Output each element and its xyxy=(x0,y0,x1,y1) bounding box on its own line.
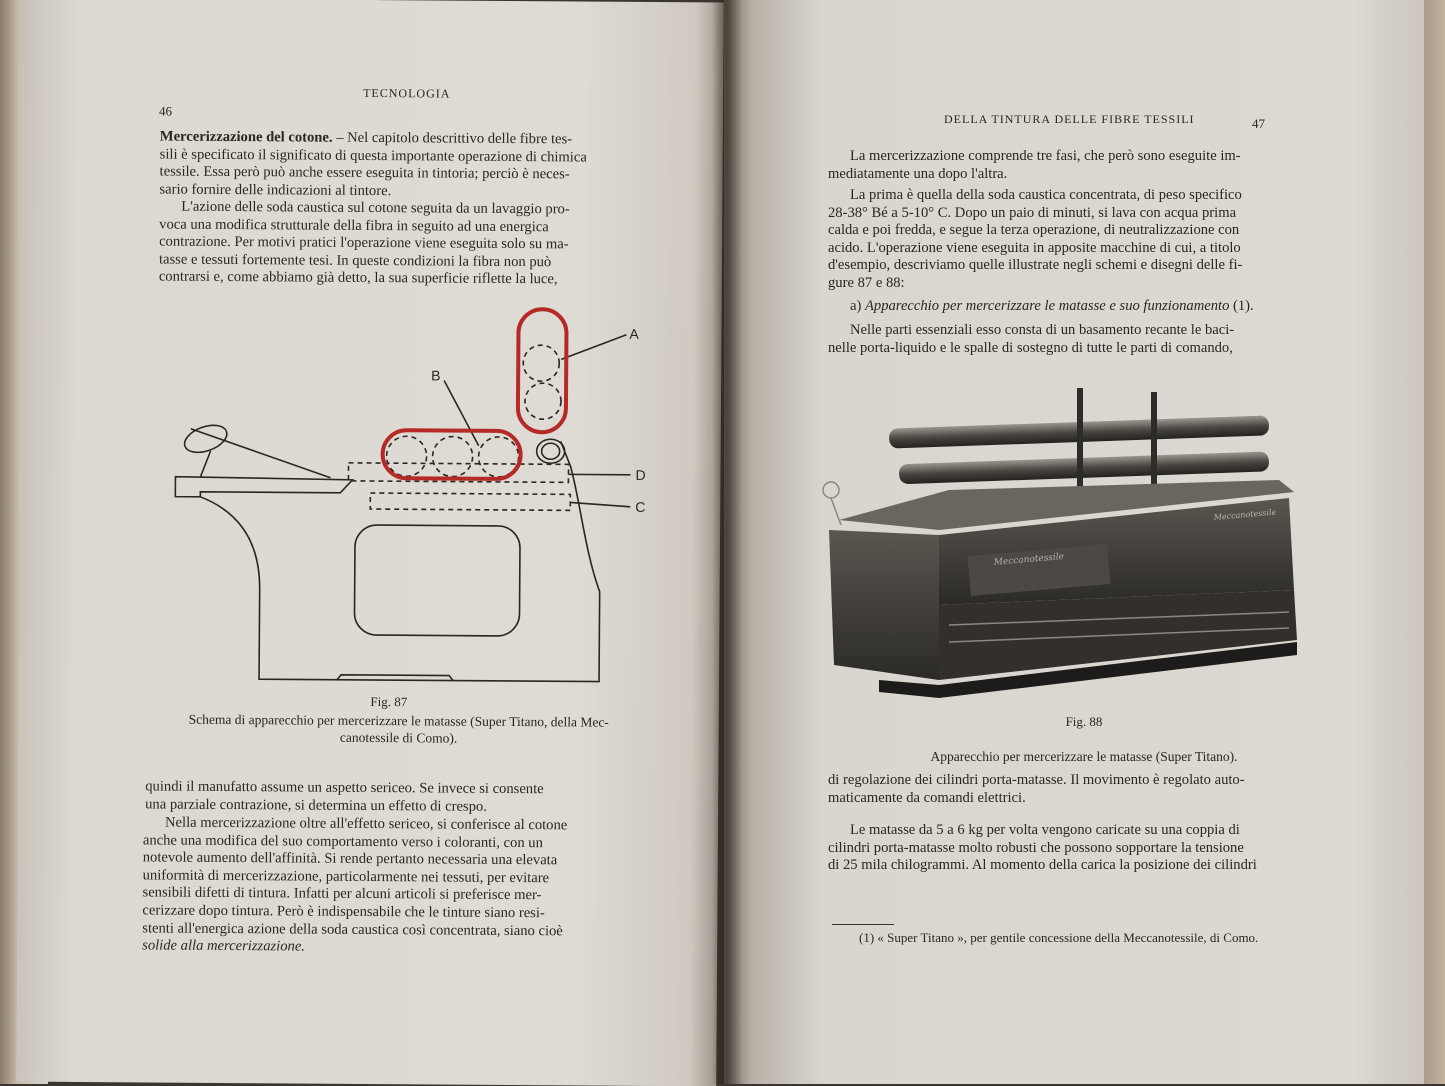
diagram-arm xyxy=(175,477,352,498)
footnote: (1) « Super Titano », per gentile concessione della Meccanotessile, di Como. xyxy=(859,930,1258,946)
machine-brand-side: Meccanotessile xyxy=(1212,508,1276,523)
right-page-edges xyxy=(1424,0,1445,1084)
left-page xyxy=(16,0,724,1086)
right-paragraph-1: La mercerizzazione comprende tre fasi, che però sono eseguite im- mediatamente una dopo l'altra. xyxy=(828,148,1308,183)
leader-b xyxy=(444,381,479,446)
right-running-head: DELLA TINTURA DELLE FIBRE TESSILI xyxy=(944,112,1195,127)
label-d: D xyxy=(635,467,645,483)
left-paragraph-1: Mercerizzazione del cotone. – Nel capitolo descrittivo delle fibre tes- sili è specificato il significato di questa importante operazione di chimica tessile. Essa però può anche essere eseguita in tintoria; perciò è neces- sario fornire delle indicazioni al tintore. xyxy=(159,129,669,203)
label-a: A xyxy=(629,326,639,342)
fig-87-caption: Schema di apparecchio per mercerizzare le matasse (Super Titano, della Mec- canotessile di Como). xyxy=(139,710,659,748)
fig-88-label: Fig. 88 xyxy=(1044,714,1124,730)
left-page-number: 46 xyxy=(159,104,172,120)
label-b: B xyxy=(431,367,440,383)
right-paragraph-3: Nelle parti essenziali esso consta di un basamento recante le baci- nelle porta-liquido e le spalle di sostegno di tutte le parti di comando, xyxy=(828,322,1308,357)
diagram-dashed-box-c xyxy=(370,493,570,510)
fig-87-label: Fig. 87 xyxy=(349,694,429,711)
diagram-left-roller xyxy=(181,420,231,457)
left-running-head: TECNOLOGIA xyxy=(363,86,450,102)
lower-roller xyxy=(899,451,1269,484)
fig-88-machine-photo xyxy=(819,380,1309,710)
right-paragraph-2: La prima è quella della soda caustica concentrata, di peso specifico 28-38° Bé a 5-10° C. Dopo un paio di minuti, si lava con acqua prima calda e poi fredda, e segue la terza operazione, di neutralizzazione con acido. L'operazione viene eseguita in apposite macchine di cui, a titolo d'esempio, descriviamo quelle illustrate negli schemi e disegni delle fi- gure 87 e 88: xyxy=(828,187,1308,293)
footnote-rule xyxy=(832,924,894,925)
right-sub-heading: a) Apparecchio per mercerizzare le matasse e suo funzionamento (1). xyxy=(850,298,1310,316)
right-page xyxy=(724,0,1424,1084)
fig-87-diagram xyxy=(159,299,662,697)
red-marker-annotations xyxy=(382,308,566,479)
left-paragraph-4: Nella mercerizzazione oltre all'effetto sericeo, si conferisce al cotone anche una modifica del suo comportamento verso i coloranti, con un notevole aumento dell'affinità. Si rende pertanto necessaria una elevata uniformità di mercerizzazione, particolarmente nei tessuti, per evitare sensibili difetti di tintura. Infatti per alcuni articoli si preferisce mer- cerizzare dopo tintura. Però è indispensabile che le tinture siano resi- stenti all'energica azione della soda caustica così concentrata, siano cioè solide alla mercerizzazione. xyxy=(142,814,658,958)
right-paragraph-5: Le matasse da 5 a 6 kg per volta vengono caricate su una coppia di cilindri porta-matasse molto robusti che possono sopportare la tensione di 25 mila chilogrammi. Al momento della carica la posizione dei cilindri xyxy=(828,822,1314,875)
label-c: C xyxy=(635,499,645,515)
section-heading: Mercerizzazione del cotone. xyxy=(160,129,333,146)
machine-brand-front: Meccanotessile xyxy=(992,552,1064,568)
right-paragraph-4: di regolazione dei cilindri porta-matasse. Il movimento è regolato auto- maticamente da comandi elettrici. xyxy=(828,772,1314,807)
left-paragraph-3: quindi il manufatto assume un aspetto sericeo. Se invece si consente una parziale contrazione, si determina un effetto di crespo. xyxy=(145,778,655,817)
red-outline-b xyxy=(382,430,520,479)
left-paragraph-2: L'azione delle soda caustica sul cotone seguita da un lavaggio pro- voca una modifica strutturale della fibra in seguito ad una energica contrazione. Per motivi pratici l'operazione viene eseguita solo su ma- tasse e tessuti fortemente tesi. In queste condizioni la fibra non può contrarsi e, come abbiamo già detto, la sua superficie riflette la luce, xyxy=(159,199,670,291)
fig-88-caption: Apparecchio per mercerizzare le matasse (Super Titano). xyxy=(874,748,1294,765)
leader-a xyxy=(561,334,626,359)
right-page-number: 47 xyxy=(1252,116,1265,132)
diagram-window xyxy=(354,525,520,636)
book-gutter xyxy=(712,0,742,1084)
